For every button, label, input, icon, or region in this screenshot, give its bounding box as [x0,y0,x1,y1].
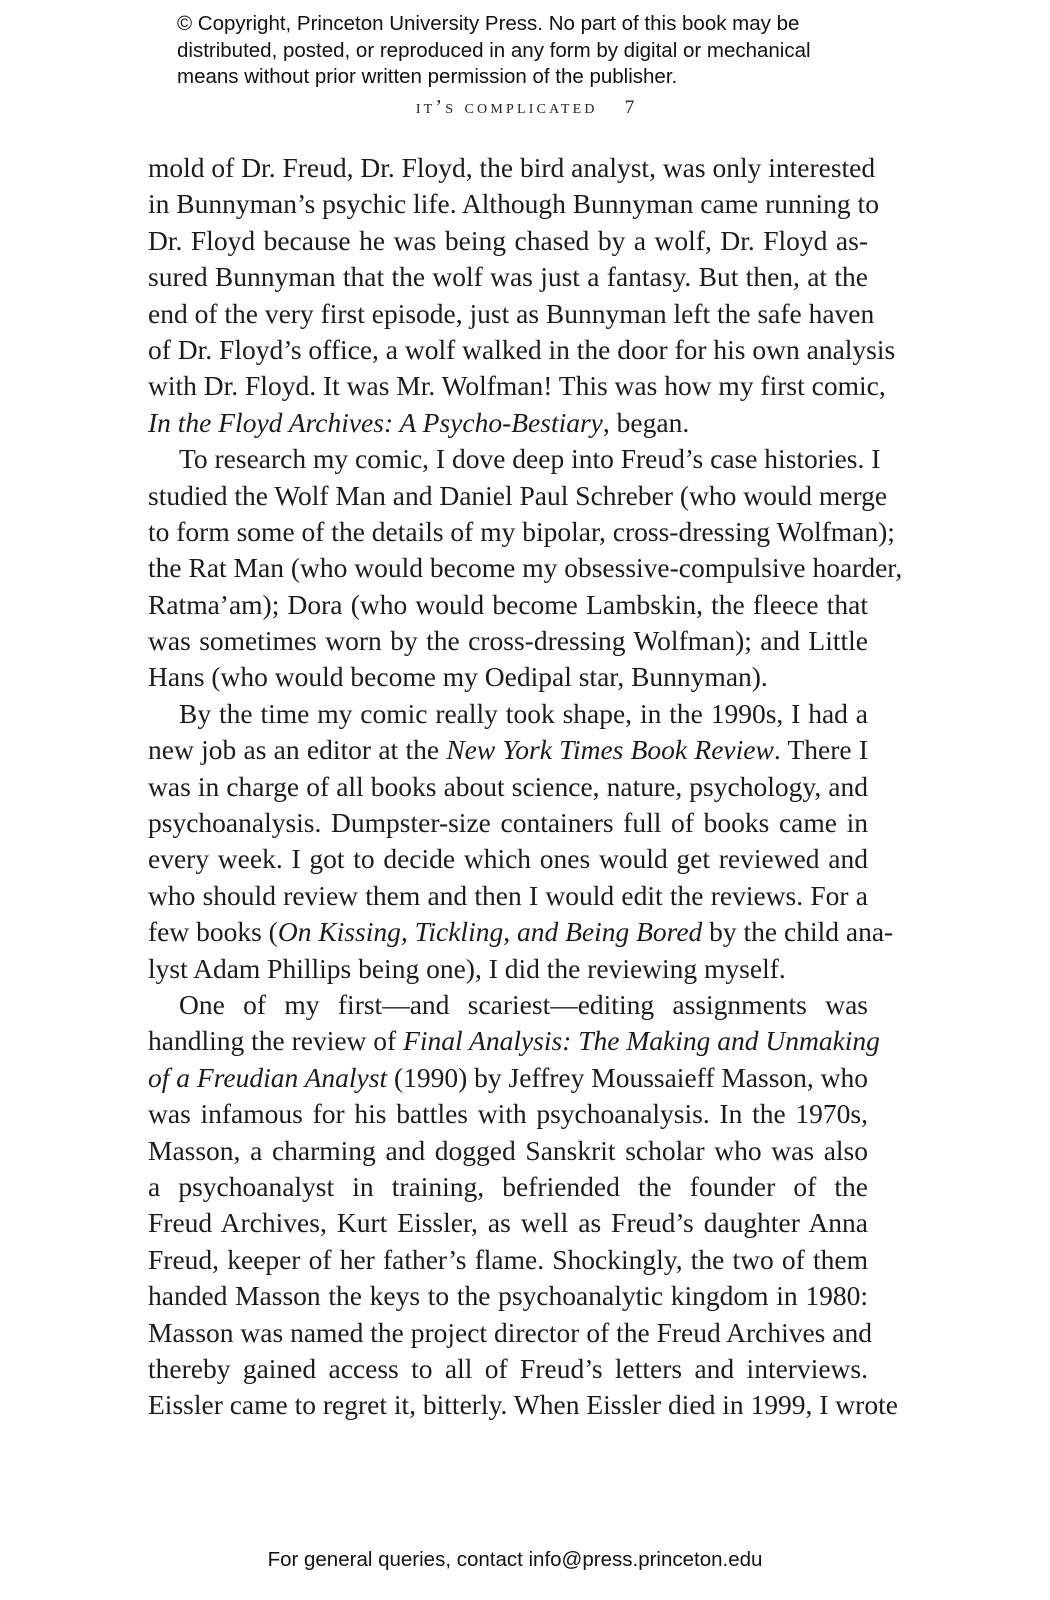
text-line [148,623,868,659]
text-run: Freud, keeper of her father’s flame. Shockingly, the two of them [148,1243,868,1275]
text-line [148,696,868,732]
copyright-line: © Copyright, Princeton University Press. No part of this book may be [177,12,800,35]
page-number: 7 [624,97,635,118]
text-run: Freud Archives, Kurt Eissler, as well as Freud’s daughter Anna [148,1207,868,1239]
text-line [148,587,868,623]
text-line [148,841,868,877]
text-run: thereby gained access to all of Freud’s letters and interviews. [148,1352,868,1384]
text-line [148,914,894,950]
text-run: Eissler came to regret it, bitterly. When Eissler died in 1999, I wrote [148,1389,898,1421]
text-run: lyst Adam Phillips being one), I did the reviewing myself. [148,952,786,984]
text-line [148,732,868,768]
text-line [148,186,879,222]
italic-title: In the Floyd Archives: A Psycho-Bestiary [148,406,603,438]
text-run: studied the Wolf Man and Daniel Paul Schreber (who would merge [148,479,888,511]
text-line [148,296,875,332]
italic-title: Final Analysis: The Making and Unmaking [403,1025,880,1057]
text-run: sured Bunnyman that the wolf was just a fantasy. But then, at the [148,261,868,293]
italic-title: New York Times Book Review [446,734,774,766]
text-line [148,659,868,695]
text-run: with Dr. Floyd. It was Mr. Wolfman! This was how my first comic, [148,370,886,402]
text-run: few books ( [148,916,278,948]
text-run: , began. [602,406,690,438]
text-line [148,1096,868,1132]
running-head-title: it’s complicated [415,96,598,118]
text-line [148,441,881,477]
text-run: new job as an editor at the [148,734,447,766]
body-text [148,150,903,1424]
running-head [0,96,1050,119]
text-line [148,1169,868,1205]
text-run: By the time my comic really took shape, in the 1990s, I had a [179,697,868,729]
text-line [148,478,888,514]
text-line [148,1315,872,1351]
copyright-line: means without prior written permission of the publisher. [177,65,678,88]
text-run: of Dr. Floyd’s office, a wolf walked in the door for his own analysis [148,333,896,365]
text-run: mold of Dr. Freud, Dr. Floyd, the bird analyst, was only interested [148,152,876,183]
text-line [148,1351,868,1387]
text-line [148,1242,868,1278]
text-run: end of the very first episode, just as Bunnyman left the safe haven [148,297,875,329]
text-line [148,1387,898,1423]
text-run: by the child ana- [702,916,894,948]
text-run: the Rat Man (who would become my obsessive-compulsive hoarder, [148,552,903,584]
footer-contact: For general queries, contact info@press.princeton.edu [267,1548,763,1571]
text-line [148,259,868,295]
text-line [148,368,886,404]
text-run: handed Masson the keys to the psychoanalytic kingdom in 1980: [148,1280,868,1312]
text-line [148,1133,868,1169]
italic-title: On Kissing, Tickling, and Being Bored [277,916,703,948]
italic-title: of a Freudian Analyst [148,1061,388,1093]
text-line [148,405,868,441]
text-line [148,150,876,186]
text-run: every week. I got to decide which ones would get reviewed and [148,843,868,875]
text-line [148,332,896,368]
text-line [148,878,868,914]
text-run: One of my first—and scariest—editing assignments was [179,988,868,1020]
text-line [148,805,868,841]
text-run: who should review them and then I would edit the reviews. For a [148,879,868,911]
text-run: Dr. Floyd because he was being chased by a wolf, Dr. Floyd as- [148,224,868,256]
text-run: psychoanalysis. Dumpster-size containers full of books came in [148,807,868,839]
text-run: Hans (who would become my Oedipal star, Bunnyman). [148,661,768,693]
text-run: (1990) by Jeffrey Moussaieff Masson, who [387,1061,869,1093]
text-line [148,1060,868,1096]
text-line [148,951,868,987]
text-run: was infamous for his battles with psychoanalysis. In the 1970s, [148,1098,868,1130]
copyright-notice [177,11,877,91]
text-run: in Bunnyman’s psychic life. Although Bunnyman came running to [148,188,879,220]
copyright-line: distributed, posted, or reproduced in any form by digital or mechanical [177,38,811,62]
text-run: handling the review of [148,1025,404,1057]
text-run: to form some of the details of my bipolar, cross-dressing Wolfman); [148,515,895,547]
text-line [148,223,868,259]
text-run: To research my comic, I dove deep into Freud’s case histories. I [179,443,881,475]
text-run: a psychoanalyst in training, befriended the founder of the [148,1170,868,1202]
text-run: Masson, a charming and dogged Sanskrit scholar who was also [148,1134,868,1166]
text-line [148,987,868,1023]
text-line [148,514,895,550]
text-run: was in charge of all books about science, nature, psychology, and [148,770,868,802]
text-run: . There I [773,734,869,766]
text-line [148,1023,880,1059]
text-run: was sometimes worn by the cross-dressing Wolfman); and Little [148,625,868,657]
text-run: Ratma’am); Dora (who would become Lambskin, the fleece that [148,588,868,620]
text-run: Masson was named the project director of the Freud Archives and [148,1316,872,1348]
text-line [148,769,868,805]
text-line [148,1205,868,1241]
text-line [148,550,903,586]
text-line [148,1278,868,1314]
